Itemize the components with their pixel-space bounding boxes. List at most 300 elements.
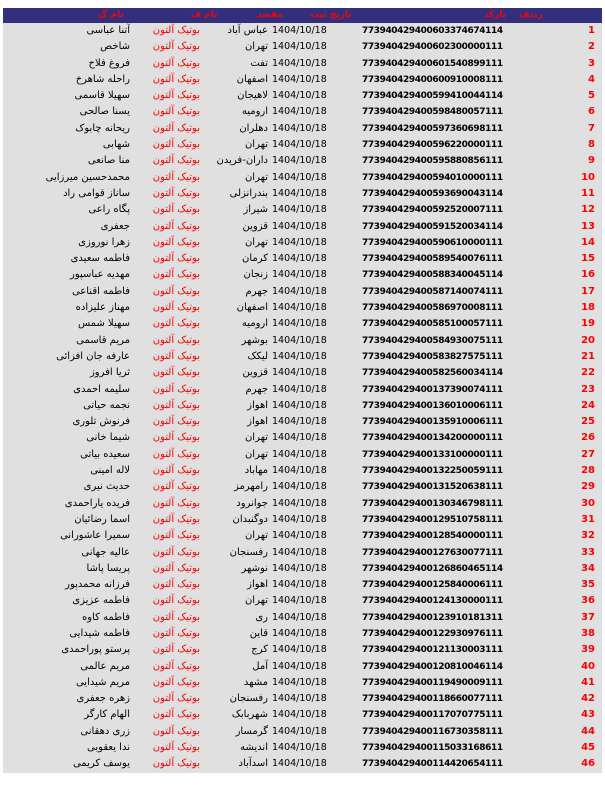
barcode-cell: 773940429400600910008111 <box>362 74 503 85</box>
destination-cell: اهواز <box>247 416 268 428</box>
receiver-name-cell: فاطمه کاوه <box>82 611 130 623</box>
sender-name-cell: بوتیک آلتون <box>152 432 200 444</box>
sender-name-cell: بوتیک آلتون <box>152 253 200 265</box>
destination-cell: شیراز <box>243 204 268 216</box>
receiver-name-cell: پگاه راعی <box>88 204 130 216</box>
receiver-name-cell: پریسا پاشا <box>86 562 130 574</box>
table-row <box>3 642 602 658</box>
destination-cell: آمل <box>252 660 268 672</box>
destination-cell: عباس آباد <box>227 25 268 36</box>
receiver-name-cell: عالیه جهانی <box>81 546 130 558</box>
destination-cell: داران-فریدن <box>216 155 268 167</box>
row-number-cell: 29 <box>581 481 595 493</box>
sender-name-cell: بوتیک آلتون <box>152 579 200 591</box>
destination-cell: کرج <box>251 644 268 656</box>
table-row <box>3 186 602 202</box>
sender-name-cell: بوتیک آلتون <box>152 465 200 477</box>
barcode-cell: 773940429400593690043114 <box>362 188 503 199</box>
barcode-cell: 773940429400592520007111 <box>362 205 503 216</box>
register-date-cell: 1404/10/18 <box>272 90 327 102</box>
table-body <box>3 23 602 773</box>
destination-cell: تهران <box>244 171 268 183</box>
sender-name-cell: بوتیک آلتون <box>152 627 200 639</box>
barcode-cell: 773940429400598480057111 <box>362 107 503 118</box>
receiver-name-cell: سمیرا عاشورانی <box>60 530 130 542</box>
barcode-cell: 773940429400582560034114 <box>362 368 503 379</box>
table-row <box>3 56 602 72</box>
barcode-cell: 773940429400127630077111 <box>362 547 503 558</box>
sender-name-cell: بوتیک آلتون <box>152 481 200 493</box>
barcode-cell: 773940429400129510758111 <box>362 514 503 525</box>
table-row <box>3 430 602 446</box>
row-number-cell: 37 <box>581 611 595 623</box>
register-date-cell: 1404/10/18 <box>272 758 327 770</box>
receiver-name-cell: نجمه حیاتی <box>83 399 130 411</box>
destination-cell: بوشهر <box>241 334 268 346</box>
table-row <box>3 724 602 740</box>
destination-cell: رفسنجان <box>229 546 268 558</box>
register-date-cell: 1404/10/18 <box>272 611 327 623</box>
row-number-cell: 2 <box>588 41 595 53</box>
barcode-cell: 773940429400133100000111 <box>362 449 503 460</box>
receiver-name-cell: ندا یعقوبی <box>87 742 130 754</box>
barcode-cell: 773940429400584930075111 <box>362 335 503 346</box>
receiver-name-cell: عارفه جان افزائی <box>56 350 130 362</box>
barcode-cell: 773940429400126860465114 <box>362 563 503 574</box>
register-date-cell: 1404/10/18 <box>272 253 327 265</box>
row-number-cell: 45 <box>581 742 595 754</box>
destination-cell: ارومیه <box>241 106 268 118</box>
register-date-cell: 1404/10/18 <box>272 204 327 216</box>
row-number-cell: 25 <box>581 416 595 428</box>
sender-name-cell: بوتیک آلتون <box>152 171 200 183</box>
row-number-cell: 31 <box>581 513 595 525</box>
destination-cell: کرمان <box>241 253 268 265</box>
destination-cell: تفت <box>250 57 268 69</box>
table-row <box>3 593 602 609</box>
column-header-register-date: تاریخ ثبت <box>310 10 352 20</box>
table-row <box>3 691 602 707</box>
destination-cell: دهلران <box>239 122 268 134</box>
table-row <box>3 300 602 316</box>
register-date-cell: 1404/10/18 <box>272 302 327 314</box>
table-row <box>3 610 602 626</box>
destination-cell: جهرم <box>245 285 268 297</box>
register-date-cell: 1404/10/18 <box>272 367 327 379</box>
receiver-name-cell: فاطمه اقناعی <box>71 285 130 297</box>
sender-name-cell: بوتیک آلتون <box>152 367 200 379</box>
destination-cell: ارومیه <box>241 318 268 330</box>
register-date-cell: 1404/10/18 <box>272 497 327 509</box>
sender-name-cell: بوتیک آلتون <box>152 758 200 770</box>
destination-cell: نوشهر <box>241 562 268 574</box>
row-number-cell: 46 <box>581 758 595 770</box>
receiver-name-cell: منا صانعی <box>87 155 130 167</box>
destination-cell: دوگنبدان <box>232 513 268 525</box>
register-date-cell: 1404/10/18 <box>272 236 327 248</box>
sender-name-cell: بوتیک آلتون <box>152 106 200 118</box>
sender-name-cell: بوتیک آلتون <box>152 285 200 297</box>
row-number-cell: 27 <box>581 448 595 460</box>
table-row <box>3 333 602 349</box>
row-number-cell: 21 <box>581 350 595 362</box>
destination-cell: تهران <box>244 41 268 53</box>
receiver-name-cell: فاطمه عزیزی <box>72 595 130 607</box>
destination-cell: تهران <box>244 448 268 460</box>
destination-cell: تهران <box>244 236 268 248</box>
destination-cell: مهاباد <box>244 465 268 477</box>
barcode-cell: 773940429400135910006111 <box>362 417 503 428</box>
destination-cell: تهران <box>244 432 268 444</box>
register-date-cell: 1404/10/18 <box>272 171 327 183</box>
row-number-cell: 40 <box>581 660 595 672</box>
receiver-name-cell: لاله امینی <box>90 465 130 477</box>
receiver-name-cell: محمدحسین میرزایی <box>45 171 130 183</box>
destination-cell: رفسنجان <box>229 693 268 705</box>
barcode-cell: 773940429400590610000111 <box>362 237 503 248</box>
table-row <box>3 251 602 267</box>
table-row <box>3 235 602 251</box>
receiver-name-cell: شیما خانی <box>86 432 130 444</box>
destination-cell: قاین <box>249 627 268 639</box>
barcode-cell: 773940429400601540899111 <box>362 58 503 69</box>
register-date-cell: 1404/10/18 <box>272 513 327 525</box>
table-row <box>3 545 602 561</box>
destination-cell: تهران <box>244 595 268 607</box>
table-row <box>3 740 602 756</box>
sender-name-cell: بوتیک آلتون <box>152 139 200 151</box>
table-row <box>3 398 602 414</box>
column-header-row-id: ردیف <box>519 10 543 20</box>
table-row <box>3 349 602 365</box>
barcode-cell: 773940429400591520034114 <box>362 221 503 232</box>
register-date-cell: 1404/10/18 <box>272 334 327 346</box>
barcode-cell: 773940429400583827575111 <box>362 351 503 362</box>
register-date-cell: 1404/10/18 <box>272 57 327 69</box>
receiver-name-cell: مریم عالمی <box>80 660 130 672</box>
table-row <box>3 382 602 398</box>
sender-name-cell: بوتیک آلتون <box>152 220 200 232</box>
sender-name-cell: بوتیک آلتون <box>152 25 200 36</box>
sender-name-cell: بوتیک آلتون <box>152 90 200 102</box>
sender-name-cell: بوتیک آلتون <box>152 350 200 362</box>
row-number-cell: 7 <box>588 122 595 134</box>
sender-name-cell: بوتیک آلتون <box>152 530 200 542</box>
row-number-cell: 23 <box>581 383 595 395</box>
table-row <box>3 756 602 772</box>
barcode-cell: 773940429400602300000111 <box>362 42 503 53</box>
table-row <box>3 202 602 218</box>
register-date-cell: 1404/10/18 <box>272 383 327 395</box>
row-number-cell: 9 <box>588 155 595 167</box>
row-number-cell: 24 <box>581 399 595 411</box>
register-date-cell: 1404/10/18 <box>272 709 327 721</box>
row-number-cell: 12 <box>581 204 595 216</box>
barcode-cell: 773940429400130346798111 <box>362 498 503 509</box>
row-number-cell: 19 <box>581 318 595 330</box>
sender-name-cell: بوتیک آلتون <box>152 122 200 134</box>
destination-cell: قزوین <box>242 220 268 232</box>
barcode-cell: 773940429400118660077111 <box>362 694 503 705</box>
sender-name-cell: بوتیک آلتون <box>152 302 200 314</box>
row-number-cell: 39 <box>581 644 595 656</box>
receiver-name-cell: شهابی <box>102 139 130 151</box>
register-date-cell: 1404/10/18 <box>272 187 327 199</box>
barcode-cell: 773940429400131520638111 <box>362 482 503 493</box>
row-number-cell: 5 <box>588 90 595 102</box>
register-date-cell: 1404/10/18 <box>272 660 327 672</box>
register-date-cell: 1404/10/18 <box>272 530 327 542</box>
receiver-name-cell: یوسف کریمی <box>72 758 130 770</box>
sender-name-cell: بوتیک آلتون <box>152 742 200 754</box>
row-number-cell: 34 <box>581 562 595 574</box>
receiver-name-cell: آتنا عباسی <box>86 25 130 36</box>
sender-name-cell: بوتیک آلتون <box>152 546 200 558</box>
row-number-cell: 8 <box>588 139 595 151</box>
destination-cell: تهران <box>244 530 268 542</box>
table-row <box>3 316 602 332</box>
register-date-cell: 1404/10/18 <box>272 432 327 444</box>
row-number-cell: 42 <box>581 693 595 705</box>
row-number-cell: 43 <box>581 709 595 721</box>
register-date-cell: 1404/10/18 <box>272 693 327 705</box>
register-date-cell: 1404/10/18 <box>272 106 327 118</box>
barcode-cell: 773940429400121130003111 <box>362 645 503 656</box>
barcode-cell: 773940429400594010000111 <box>362 172 503 183</box>
sender-name-cell: بوتیک آلتون <box>152 187 200 199</box>
row-number-cell: 17 <box>581 285 595 297</box>
register-date-cell: 1404/10/18 <box>272 73 327 85</box>
row-number-cell: 41 <box>581 676 595 688</box>
table-row <box>3 577 602 593</box>
row-number-cell: 36 <box>581 595 595 607</box>
column-header-sender-name: نام ف <box>190 10 218 20</box>
destination-cell: اصفهان <box>236 73 268 85</box>
row-number-cell: 15 <box>581 253 595 265</box>
table-header-row <box>3 8 602 23</box>
register-date-cell: 1404/10/18 <box>272 25 327 36</box>
barcode-cell: 773940429400122930976111 <box>362 628 503 639</box>
barcode-cell: 773940429400116730358111 <box>362 726 503 737</box>
register-date-cell: 1404/10/18 <box>272 122 327 134</box>
barcode-cell: 773940429400587140074111 <box>362 286 503 297</box>
register-date-cell: 1404/10/18 <box>272 595 327 607</box>
destination-cell: لیکک <box>247 350 268 362</box>
receiver-name-cell: فروغ فلاح <box>88 57 130 69</box>
barcode-cell: 773940429400599410044114 <box>362 91 503 102</box>
register-date-cell: 1404/10/18 <box>272 546 327 558</box>
sender-name-cell: بوتیک آلتون <box>152 236 200 248</box>
sender-name-cell: بوتیک آلتون <box>152 155 200 167</box>
row-number-cell: 16 <box>581 269 595 281</box>
register-date-cell: 1404/10/18 <box>272 318 327 330</box>
barcode-cell: 773940429400137390074111 <box>362 384 503 395</box>
table-row <box>3 88 602 104</box>
destination-cell: اسدآباد <box>238 758 268 770</box>
table-row <box>3 675 602 691</box>
row-number-cell: 13 <box>581 220 595 232</box>
register-date-cell: 1404/10/18 <box>272 448 327 460</box>
barcode-cell: 773940429400117070775111 <box>362 710 503 721</box>
table-row <box>3 23 602 39</box>
destination-cell: جهرم <box>245 383 268 395</box>
barcode-cell: 773940429400585100057111 <box>362 319 503 330</box>
destination-cell: لاهیجان <box>237 90 268 102</box>
barcode-cell: 773940429400589540076111 <box>362 254 503 265</box>
column-header-destination: مقصد <box>256 10 284 20</box>
barcode-cell: 773940429400595880856111 <box>362 156 503 167</box>
destination-cell: ری <box>255 611 268 623</box>
destination-cell: اندیشه <box>240 742 268 754</box>
receiver-name-cell: زهرا نوروزی <box>78 236 130 248</box>
sender-name-cell: بوتیک آلتون <box>152 513 200 525</box>
sender-name-cell: بوتیک آلتون <box>152 709 200 721</box>
register-date-cell: 1404/10/18 <box>272 269 327 281</box>
row-number-cell: 3 <box>588 57 595 69</box>
destination-cell: قزوین <box>242 367 268 379</box>
barcode-cell: 773940429400134200000111 <box>362 433 503 444</box>
barcode-cell: 773940429400136010006111 <box>362 400 503 411</box>
destination-cell: اصفهان <box>236 302 268 314</box>
sender-name-cell: بوتیک آلتون <box>152 57 200 69</box>
receiver-name-cell: مهدیه عباسپور <box>70 269 130 281</box>
receiver-name-cell: مریم قاسمی <box>76 334 130 346</box>
sender-name-cell: بوتیک آلتون <box>152 399 200 411</box>
table-row <box>3 447 602 463</box>
row-number-cell: 10 <box>581 171 595 183</box>
row-number-cell: 32 <box>581 530 595 542</box>
barcode-cell: 773940429400123910181311 <box>362 612 503 623</box>
sender-name-cell: بوتیک آلتون <box>152 611 200 623</box>
register-date-cell: 1404/10/18 <box>272 350 327 362</box>
register-date-cell: 1404/10/18 <box>272 416 327 428</box>
destination-cell: تهران <box>244 139 268 151</box>
row-number-cell: 6 <box>588 106 595 118</box>
row-number-cell: 28 <box>581 465 595 477</box>
sender-name-cell: بوتیک آلتون <box>152 269 200 281</box>
barcode-cell: 773940429400124130000111 <box>362 596 503 607</box>
barcode-cell: 773940429400125840006111 <box>362 580 503 591</box>
row-number-cell: 20 <box>581 334 595 346</box>
sender-name-cell: بوتیک آلتون <box>152 383 200 395</box>
row-number-cell: 4 <box>588 73 595 85</box>
table-row <box>3 284 602 300</box>
sender-name-cell: بوتیک آلتون <box>152 595 200 607</box>
register-date-cell: 1404/10/18 <box>272 742 327 754</box>
table-row <box>3 153 602 169</box>
register-date-cell: 1404/10/18 <box>272 725 327 737</box>
sender-name-cell: بوتیک آلتون <box>152 676 200 688</box>
destination-cell: بندرانزلی <box>229 187 268 199</box>
row-number-cell: 22 <box>581 367 595 379</box>
receiver-name-cell: فرزانه محمدپور <box>65 579 130 591</box>
receiver-name-cell: ریحانه چابوک <box>75 122 130 134</box>
register-date-cell: 1404/10/18 <box>272 627 327 639</box>
row-number-cell: 44 <box>581 725 595 737</box>
table-row <box>3 72 602 88</box>
row-number-cell: 26 <box>581 432 595 444</box>
row-number-cell: 18 <box>581 302 595 314</box>
barcode-cell: 773940429400132250059111 <box>362 466 503 477</box>
sender-name-cell: بوتیک آلتون <box>152 725 200 737</box>
barcode-cell: 773940429400119490009111 <box>362 677 503 688</box>
sender-name-cell: بوتیک آلتون <box>152 41 200 53</box>
register-date-cell: 1404/10/18 <box>272 481 327 493</box>
receiver-name-cell: سلیمه احمدی <box>73 383 130 395</box>
sender-name-cell: بوتیک آلتون <box>152 73 200 85</box>
register-date-cell: 1404/10/18 <box>272 562 327 574</box>
receiver-name-cell: سهیلا شمس <box>77 318 130 330</box>
receiver-name-cell: پرستو پوراحمدی <box>61 644 130 656</box>
destination-cell: اهواز <box>247 399 268 411</box>
receiver-name-cell: مهناز علیزاده <box>75 302 130 314</box>
barcode-cell: 773940429400120810046114 <box>362 661 503 672</box>
shipments-report-table <box>3 8 602 773</box>
barcode-cell: 773940429400588340045114 <box>362 270 503 281</box>
row-number-cell: 14 <box>581 236 595 248</box>
register-date-cell: 1404/10/18 <box>272 41 327 53</box>
barcode-cell: 773940429400115033168611 <box>362 743 503 754</box>
table-row <box>3 528 602 544</box>
receiver-name-cell: الهام کارگر <box>84 709 130 721</box>
register-date-cell: 1404/10/18 <box>272 644 327 656</box>
barcode-cell: 773940429400586970008111 <box>362 303 503 314</box>
row-number-cell: 11 <box>581 187 595 199</box>
receiver-name-cell: زری دهقانی <box>80 725 130 737</box>
receiver-name-cell: سعیده بیاتی <box>80 448 130 460</box>
row-number-cell: 38 <box>581 627 595 639</box>
barcode-cell: 773940429400596220000111 <box>362 140 503 151</box>
register-date-cell: 1404/10/18 <box>272 285 327 297</box>
table-row <box>3 414 602 430</box>
row-number-cell: 1 <box>588 25 595 36</box>
sender-name-cell: بوتیک آلتون <box>152 204 200 216</box>
row-number-cell: 33 <box>581 546 595 558</box>
table-row <box>3 707 602 723</box>
column-header-receiver-name: نام گ <box>98 10 124 20</box>
table-row <box>3 496 602 512</box>
row-number-cell: 35 <box>581 579 595 591</box>
register-date-cell: 1404/10/18 <box>272 155 327 167</box>
receiver-name-cell: فریده یاراحمدی <box>64 497 130 509</box>
table-row <box>3 39 602 55</box>
barcode-cell: 773940429400603374674114 <box>362 26 503 36</box>
receiver-name-cell: مریم شیدایی <box>75 676 130 688</box>
table-row <box>3 659 602 675</box>
receiver-name-cell: اسما رضائیان <box>74 513 130 525</box>
receiver-name-cell: راحله شاهرخ <box>75 73 130 85</box>
register-date-cell: 1404/10/18 <box>272 399 327 411</box>
destination-cell: زنجان <box>243 269 268 281</box>
barcode-cell: 773940429400114420654111 <box>362 759 503 770</box>
destination-cell: اهواز <box>247 579 268 591</box>
row-number-cell: 30 <box>581 497 595 509</box>
table-row <box>3 463 602 479</box>
receiver-name-cell: زهره جعفری <box>76 693 130 705</box>
register-date-cell: 1404/10/18 <box>272 139 327 151</box>
sender-name-cell: بوتیک آلتون <box>152 644 200 656</box>
table-row <box>3 561 602 577</box>
receiver-name-cell: ثریا افروز <box>89 367 130 379</box>
sender-name-cell: بوتیک آلتون <box>152 416 200 428</box>
receiver-name-cell: فاطمه شیدایی <box>69 627 130 639</box>
table-row <box>3 170 602 186</box>
destination-cell: جوانرود <box>236 497 268 509</box>
register-date-cell: 1404/10/18 <box>272 220 327 232</box>
sender-name-cell: بوتیک آلتون <box>152 448 200 460</box>
table-row <box>3 104 602 120</box>
receiver-name-cell: یسنا صالحی <box>79 106 130 118</box>
